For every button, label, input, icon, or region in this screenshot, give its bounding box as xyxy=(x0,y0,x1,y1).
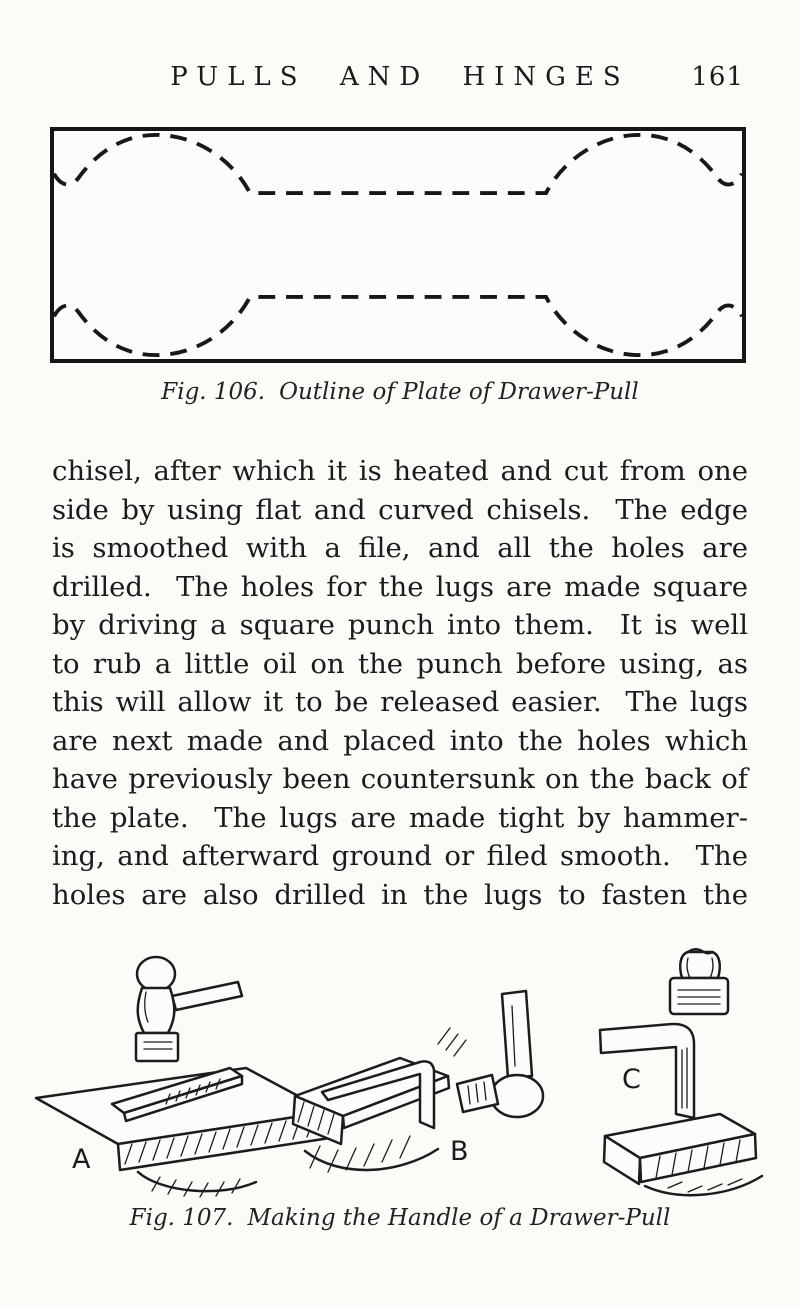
text-line: by driving a square punch into them. It is well xyxy=(52,609,748,641)
panel-c xyxy=(600,949,762,1195)
text-line: drilled. The holes for the lugs are made square xyxy=(52,570,748,603)
text-line: ing, and afterward ground or filed smooth. The xyxy=(52,840,748,872)
bent-handle-drawing xyxy=(600,1024,694,1118)
panel-a xyxy=(36,957,330,1197)
text-line: holes are also drilled in the lugs to fasten the xyxy=(52,878,748,911)
plate-dashed-outline xyxy=(54,135,742,355)
page-number: 161 xyxy=(691,62,744,92)
figure-107 xyxy=(20,944,780,1198)
text-line: the plate. The lugs are made tight by hammer- xyxy=(52,801,748,834)
ball-peen-hammer-drawing xyxy=(136,957,242,1061)
text-line: is smoothed with a file, and all the holes are xyxy=(52,532,748,564)
figure-107-caption xyxy=(0,1205,800,1231)
anvil-block-drawing xyxy=(604,1114,762,1195)
anvil-block-drawing xyxy=(293,1028,466,1172)
text-line: to rub a little oil on the punch before using, as xyxy=(52,647,748,680)
hammer-drawing xyxy=(457,991,543,1117)
body-text xyxy=(52,452,748,914)
hammer-face-drawing xyxy=(670,949,728,1014)
figure-106 xyxy=(50,127,746,363)
text-line: side by using flat and curved chisels. The edge xyxy=(52,493,748,526)
panel-a-label: A xyxy=(72,1144,91,1175)
panel-c-label: C xyxy=(622,1064,641,1095)
page-title: PULLS AND HINGES xyxy=(170,62,630,92)
figure-106-caption-label: Fig. 106. xyxy=(161,379,266,405)
running-head xyxy=(52,62,748,98)
figure-107-caption-label: Fig. 107. xyxy=(129,1205,234,1231)
plate-outline-drawing xyxy=(54,131,742,359)
text-line: chisel, after which it is heated and cut from one xyxy=(52,455,748,487)
figure-106-caption-text: Outline of Plate of Drawer-Pull xyxy=(279,379,639,405)
figure-107-caption-text: Making the Handle of a Drawer-Pull xyxy=(247,1205,671,1231)
figure-106-caption xyxy=(0,379,800,405)
handle-making-drawing xyxy=(20,944,780,1198)
text-line: are next made and placed into the holes which xyxy=(52,724,748,757)
panel-b xyxy=(293,991,543,1172)
text-line: have previously been countersunk on the back of xyxy=(52,763,748,795)
text-line: this will allow it to be released easier. The lugs xyxy=(52,686,748,718)
panel-b-label: B xyxy=(450,1136,469,1167)
